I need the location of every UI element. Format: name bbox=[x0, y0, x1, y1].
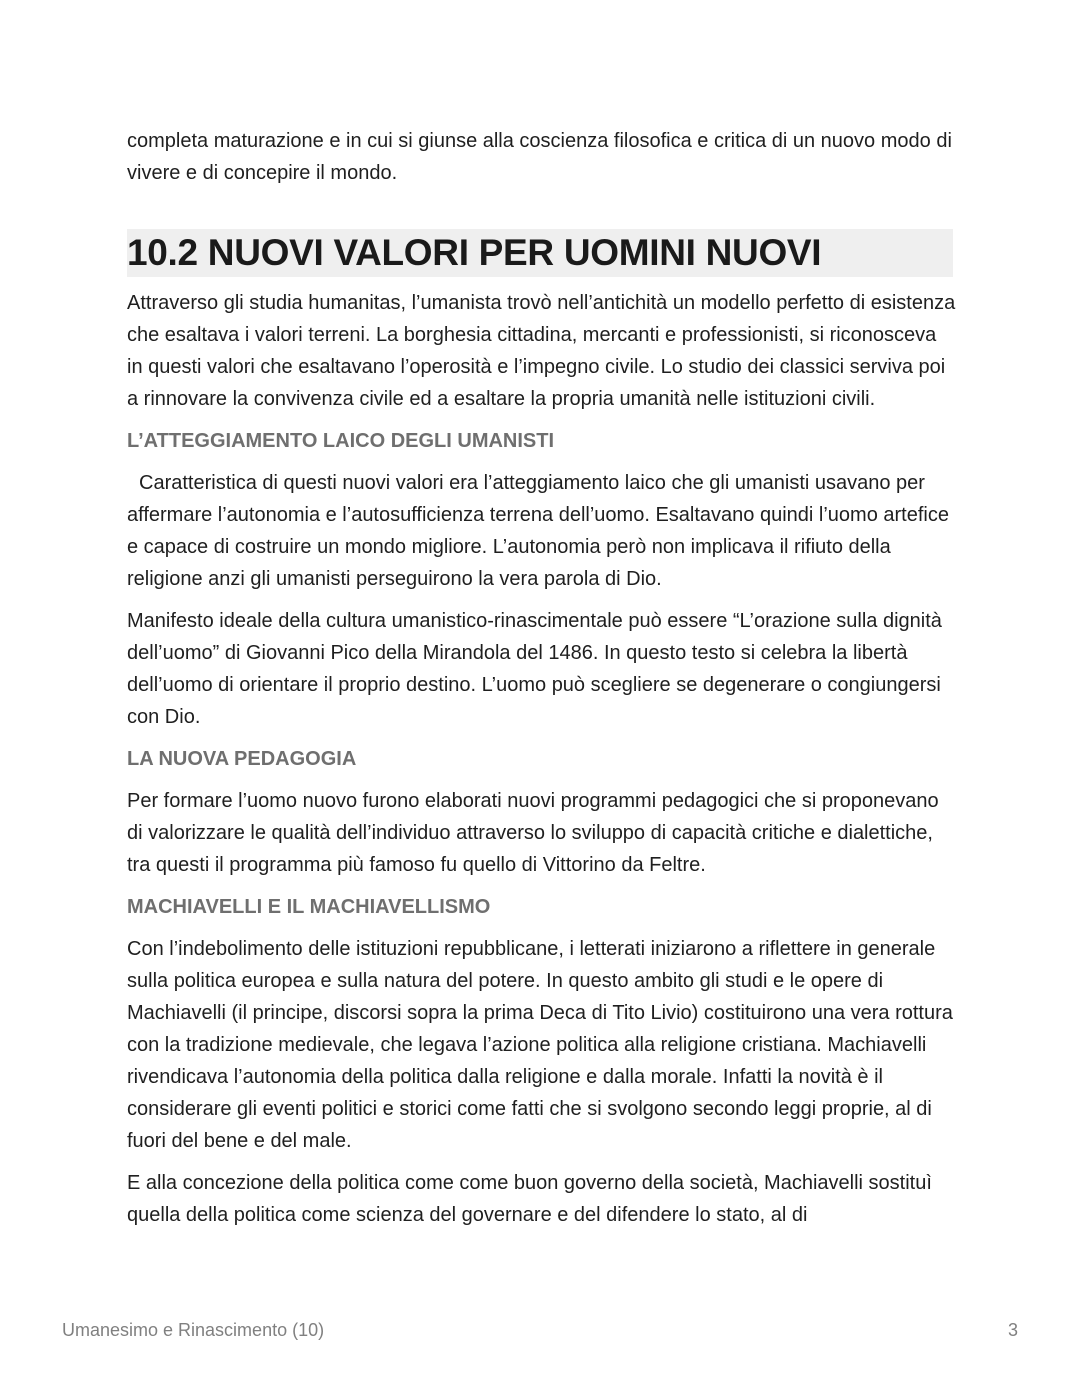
section-paragraph: Attraverso gli studia humanitas, l’umanista trovò nell’antichità un modello perfetto di esistenza che esaltava i valori terreni. La borghesia cittadina, mercanti e professionisti, si riconosceva in questi valori che esaltavano l’operosità e l’impegno civile. Lo studio dei classici serviva poi a rinnovare la convivenza civile ed a esaltare la propria umanità nelle istituzioni civili. bbox=[127, 292, 956, 410]
paragraph-machiavelli-1: Con l’indebolimento delle istituzioni repubblicane, i letterati iniziarono a riflettere in generale sulla politica europea e sulla natura del potere. In questo ambito gli studi e le opere di Machiavelli (il principe, discorsi sopra la prima Deca di Tito Livio) costituirono una vera rottura con la tradizione medievale, che legava l’azione politica alla religione cristiana. Machiavelli rivendicava l’autonomia della politica dalla religione e dalla morale. Infatti la novità è il considerare gli eventi politici e storici come fatti che si svolgono secondo leggi proprie, al di fuori del bene e del male. bbox=[127, 938, 953, 1152]
intro-paragraph: completa maturazione e in cui si giunse alla coscienza filosofica e critica di un nuovo modo di vivere e di concepire il mondo. bbox=[127, 130, 952, 184]
page-number: 3 bbox=[1007, 1320, 1018, 1340]
paragraph-laico-1: Caratteristica di questi nuovi valori era l’atteggiamento laico che gli umanisti usavano per affermare l’autonomia e l’autosufficienza terrena dell’uomo. Esaltavano quindi l’uomo artefice e capace di costruire un mondo migliore. L’autonomia però non implicava il rifiuto della religione anzi gli umanisti perseguirono la vera parola di Dio. bbox=[127, 472, 949, 590]
subsection-heading-pedagogia: LA NUOVA PEDAGOGIA bbox=[127, 748, 357, 770]
footer-title: Umanesimo e Rinascimento (10) bbox=[62, 1320, 325, 1340]
paragraph-laico-2: Manifesto ideale della cultura umanistico-rinascimentale può essere “L’orazione sulla dignità dell’uomo” di Giovanni Pico della Mirandola del 1486. In questo testo si celebra la libertà dell’uomo di orientare il proprio destino. L’uomo può scegliere se degenerare o congiungersi con Dio. bbox=[127, 610, 942, 728]
paragraph-machiavelli-2: E alla concezione della politica come come buon governo della società, Machiavelli sostituì quella della politica come scienza del governare e del difendere lo stato, al di bbox=[127, 1172, 932, 1226]
page-content bbox=[127, 125, 957, 1241]
subsection-heading-machiavelli: MACHIAVELLI E IL MACHIAVELLISMO bbox=[127, 896, 491, 918]
section-title: 10.2 NUOVI VALORI PER UOMINI NUOVI bbox=[127, 229, 953, 277]
paragraph-pedagogia-1: Per formare l’uomo nuovo furono elaborati nuovi programmi pedagogici che si proponevano di valorizzare le qualità dell’individuo attraverso lo sviluppo di capacità critiche e dialettiche, tra questi il programma più famoso fu quello di Vittorino da Feltre. bbox=[127, 790, 939, 876]
subsection-heading-laico: L’ATTEGGIAMENTO LAICO DEGLI UMANISTI bbox=[127, 430, 555, 452]
